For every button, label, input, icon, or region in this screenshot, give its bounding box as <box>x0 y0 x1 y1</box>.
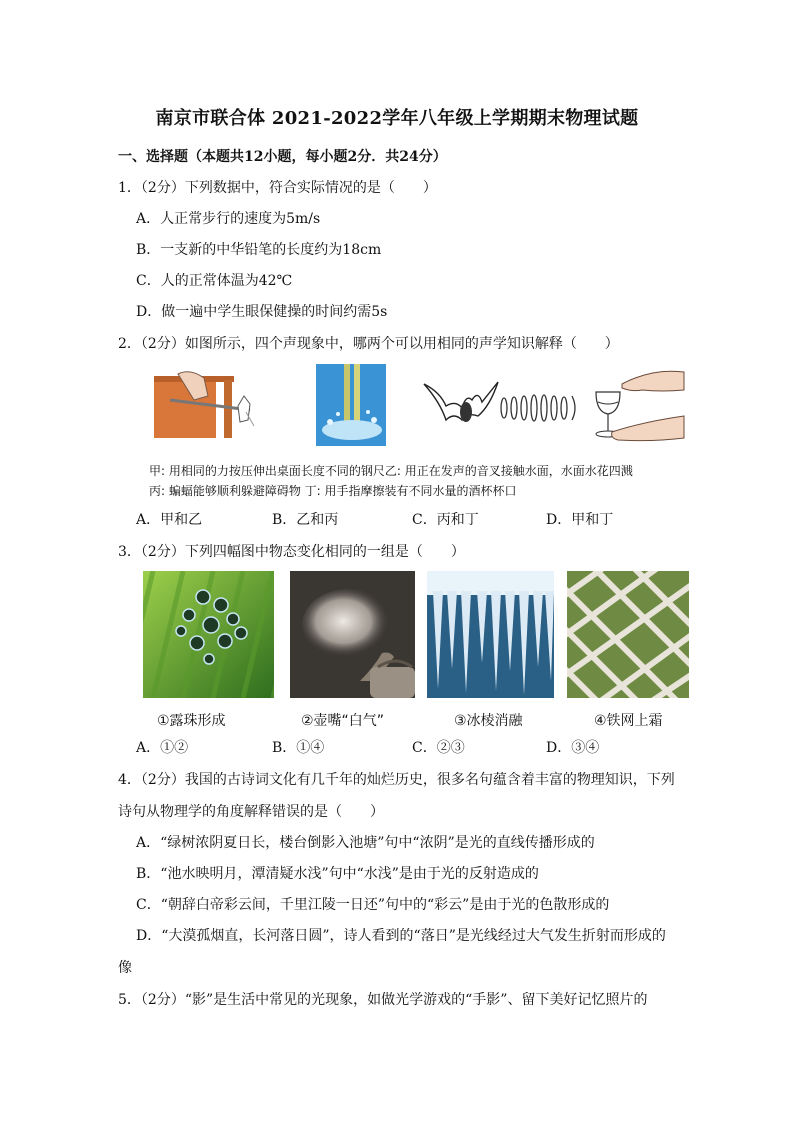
photo-3-label: ③冰棱消融 <box>454 713 523 729</box>
question-2-stem: 2．（2分）如图所示，四个声现象中，哪两个可以用相同的声学知识解释（ ） <box>118 336 619 352</box>
question-2-option-c: C．丙和丁 <box>412 512 479 528</box>
question-4-option-c: C．“朝辞白帝彩云间，千里江陵一日还”句中的“彩云”是由于光的色散形成的 <box>136 897 610 913</box>
question-3-option-d: D．③④ <box>546 740 600 756</box>
question-3-stem: 3．（2分）下列四幅图中物态变化相同的一组是（ ） <box>118 544 465 560</box>
question-1-stem: 1．（2分）下列数据中，符合实际情况的是（ ） <box>118 180 437 196</box>
question-2-option-b: B．乙和丙 <box>272 512 339 528</box>
frost-on-mesh-photo <box>567 571 689 698</box>
question-2-caption-line2: 丙: 蝙蝠能够顺利躲避障碍物 丁: 用手指摩擦装有不同水量的酒杯杯口 <box>149 484 517 498</box>
kettle-steam-photo <box>290 571 415 698</box>
question-5-stem: 5．（2分）“影”是生活中常见的光现象，如做光学游戏的“手影”、留下美好记忆照片的 <box>118 992 648 1008</box>
ruler-on-table-figure <box>150 366 260 442</box>
question-4-option-b: B．“池水映明月，潭清疑水浅”句中“水浅”是由于光的反射造成的 <box>136 866 539 882</box>
question-3-option-b: B．①④ <box>272 740 325 756</box>
bat-echolocation-figure <box>420 372 580 438</box>
question-4-option-d-continuation: 像 <box>118 960 132 976</box>
question-3-option-c: C．②③ <box>412 740 465 756</box>
dew-drops-photo <box>143 571 274 698</box>
question-2-caption-line1: 甲: 用相同的力按压伸出桌面长度不同的钢尺乙: 用正在发声的音叉接触水面，水面水花四溅 <box>149 464 633 478</box>
question-4-option-d: D．“大漠孤烟直，长河落日圆”，诗人看到的“落日”是光线经过大气发生折射而形成的 <box>136 928 666 944</box>
question-2-option-a: A．甲和乙 <box>136 512 203 528</box>
section-heading: 一、选择题（本题共12小题，每小题2分．共24分） <box>118 149 447 165</box>
question-4-option-a: A．“绿树浓阴夏日长，楼台倒影入池塘”句中“浓阴”是光的直线传播形成的 <box>136 835 595 851</box>
photo-1-label: ①露珠形成 <box>157 713 226 729</box>
page-title: 南京市联合体 2021-2022学年八年级上学期期末物理试题 <box>155 108 639 129</box>
photo-2-label: ②壶嘴“白气” <box>301 713 385 729</box>
wine-glass-figure <box>592 362 688 448</box>
photo-4-label: ④铁网上霜 <box>594 713 663 729</box>
question-1-option-d: D．做一遍中学生眼保健操的时间约需5s <box>136 304 388 320</box>
question-1-option-c: C．人的正常体温为42℃ <box>136 273 293 289</box>
tuning-fork-water-figure <box>316 364 386 446</box>
icicles-photo <box>427 571 554 698</box>
question-3-option-a: A．①② <box>136 740 189 756</box>
question-1-option-b: B．一支新的中华铅笔的长度约为18cm <box>136 242 382 258</box>
question-4-stem-line2: 诗句从物理学的角度解释错误的是（ ） <box>118 804 384 820</box>
question-1-option-a: A．人正常步行的速度为5m/s <box>136 211 321 227</box>
question-2-option-d: D．甲和丁 <box>546 512 614 528</box>
question-4-stem-line1: 4．（2分）我国的古诗词文化有几千年的灿烂历史，很多名句蕴含着丰富的物理知识，下列 <box>118 772 675 788</box>
